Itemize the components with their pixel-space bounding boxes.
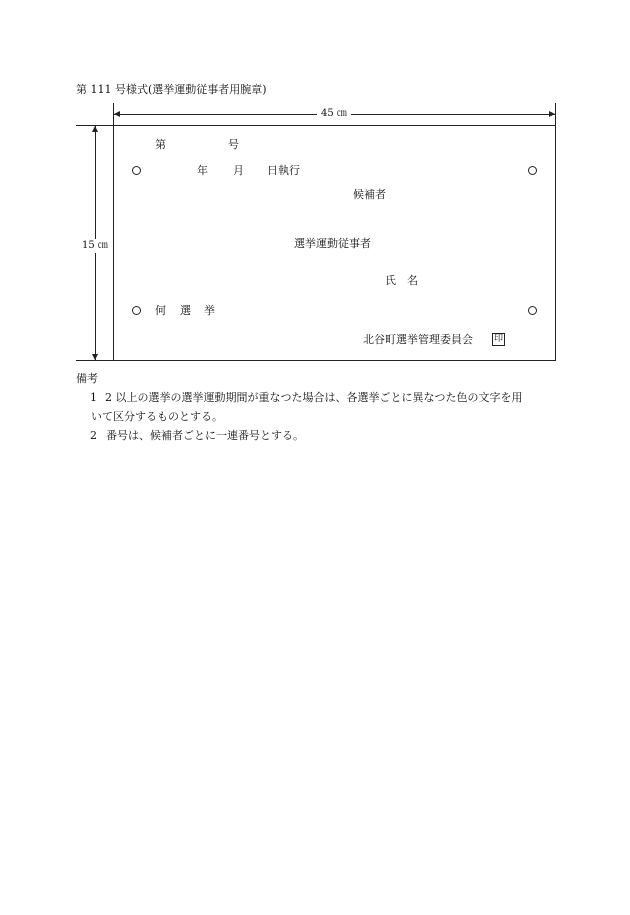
bottom-extension-line [76, 360, 113, 361]
date-year: 年 [197, 164, 208, 177]
number-suffix: 号 [228, 138, 239, 151]
form-title: 第 111 号様式(選挙運動従事者用腕章) [76, 83, 267, 96]
corner-circle-bottom-left [132, 306, 141, 315]
name-label: 氏 名 [385, 274, 418, 287]
note-1-number: 1 [90, 391, 97, 404]
number-prefix: 第 [155, 138, 166, 151]
date-day-executed: 日執行 [267, 164, 300, 177]
note-2-line1: 番号は、候補者ごとに一連番号とする。 [106, 429, 304, 442]
notes-heading: 備考 [76, 372, 98, 385]
height-dim-arrow-up [92, 126, 98, 132]
height-dim-arrow-down [92, 354, 98, 360]
worker-label: 選挙運動従事者 [294, 237, 371, 250]
note-1-line2: いて区分するものとする。 [91, 410, 223, 423]
width-dim-label: 45 ㎝ [317, 109, 351, 119]
width-dim-arrow-left [114, 111, 120, 117]
corner-circle-top-left [132, 166, 141, 175]
height-dim-label: 15 ㎝ [82, 240, 108, 251]
note-1-line1: 2 以上の選挙の選挙運動期間が重なつた場合は、各選挙ごとに異なつた色の文字を用 [105, 391, 523, 404]
seal-stamp: 印 [493, 334, 503, 344]
date-month: 月 [233, 164, 244, 177]
corner-circle-top-right [528, 166, 537, 175]
width-dim-right-tick [555, 103, 556, 125]
election-prefix: 何 [155, 304, 166, 317]
width-dim-arrow-right [549, 111, 555, 117]
corner-circle-bottom-right [528, 306, 537, 315]
committee-label: 北谷町選挙管理委員会 [363, 333, 473, 346]
election-mid: 選 [180, 304, 191, 317]
note-2-number: 2 [90, 429, 97, 442]
candidate-label: 候補者 [353, 188, 386, 201]
election-suffix: 挙 [204, 304, 215, 317]
